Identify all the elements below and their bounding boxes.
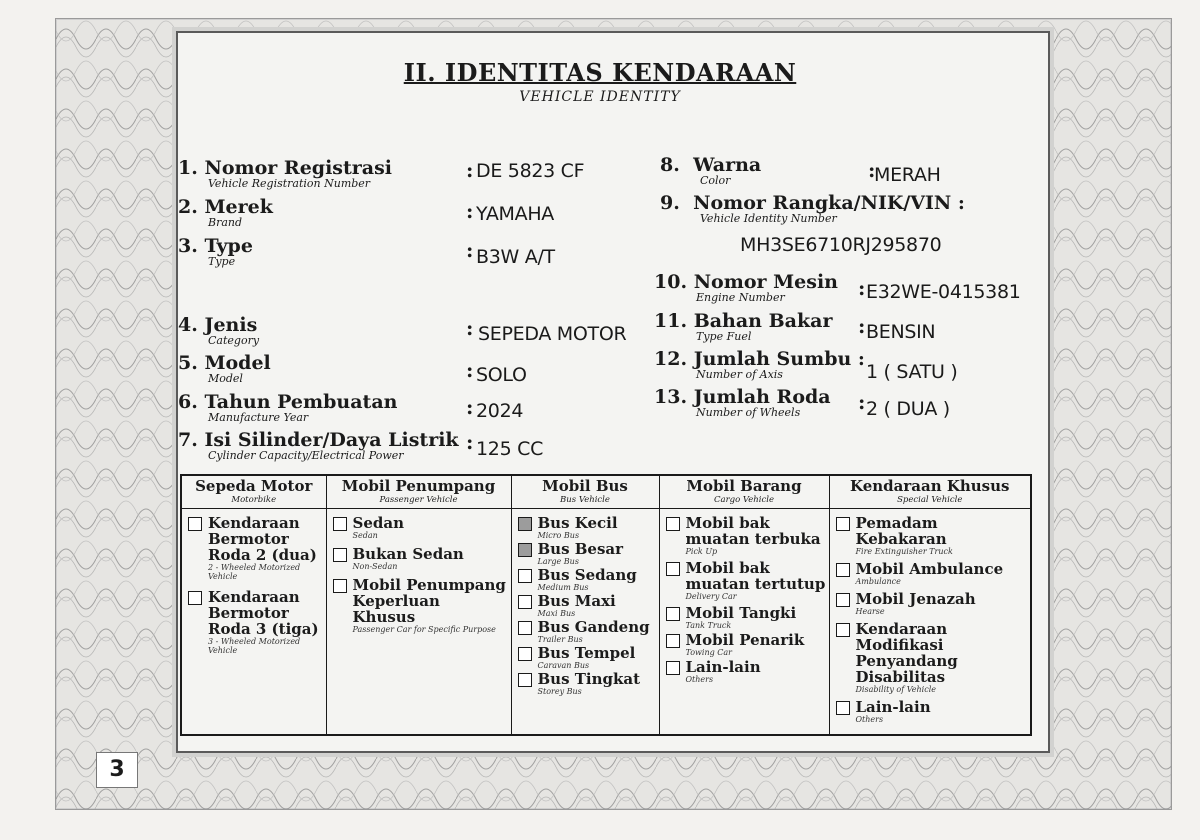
checkbox[interactable] <box>518 673 532 687</box>
value-fuel: BENSIN <box>866 321 936 343</box>
checkbox[interactable] <box>518 543 532 557</box>
value-cylinder: 125 CC <box>476 438 544 460</box>
checkbox[interactable] <box>836 563 850 577</box>
option-ambulance: Mobil Ambulance Ambulance <box>836 561 1028 586</box>
category-column-cargo <box>659 509 829 736</box>
option-3-wheeled: Kendaraan Bermotor Roda 3 (tiga) 3 - Wheeled Motorized Vehicle <box>188 589 323 655</box>
option-special-others: Lain-lain Others <box>836 699 1028 724</box>
colon: : <box>466 158 474 182</box>
value-vin: MH3SE6710RJ295870 <box>740 234 942 256</box>
option-maxi-bus: Bus Maxi Maxi Bus <box>518 593 656 618</box>
category-header-passenger: Mobil Penumpang Passenger Vehicle <box>326 475 511 509</box>
colon: : <box>466 395 474 419</box>
colon: : <box>466 358 474 382</box>
checkbox[interactable] <box>666 607 680 621</box>
option-storey-bus: Bus Tingkat Storey Bus <box>518 671 656 696</box>
category-header-bus: Mobil Bus Bus Vehicle <box>511 475 659 509</box>
category-column-motorbike <box>181 509 326 736</box>
option-cargo-others: Lain-lain Others <box>666 659 826 684</box>
colon: : <box>858 314 866 338</box>
category-column-passenger <box>326 509 511 736</box>
value-type: B3W A/T <box>476 246 555 268</box>
option-non-sedan: Bukan Sedan Non-Sedan <box>333 546 508 571</box>
page-subtitle: VEHICLE IDENTITY <box>519 89 681 105</box>
option-caravan-bus: Bus Tempel Caravan Bus <box>518 645 656 670</box>
value-registration: DE 5823 CF <box>476 160 585 182</box>
option-hearse: Mobil Jenazah Hearse <box>836 591 1028 616</box>
option-sedan: Sedan Sedan <box>333 515 508 540</box>
option-micro-bus: Bus Kecil Micro Bus <box>518 515 656 540</box>
checkbox[interactable] <box>666 517 680 531</box>
checkbox[interactable] <box>518 595 532 609</box>
category-column-special <box>829 509 1031 736</box>
value-manufacture-year: 2024 <box>476 400 524 422</box>
checkbox[interactable] <box>666 634 680 648</box>
option-trailer-bus: Bus Gandeng Trailer Bus <box>518 619 656 644</box>
colon: : <box>868 158 876 182</box>
field-label-cylinder: 7. Isi Silinder/Daya Listrik Cylinder Capacity/Electrical Power <box>178 429 459 462</box>
option-fire-truck: Pemadam Kebakaran Fire Extinguisher Truck <box>836 515 1028 556</box>
option-special-passenger: Mobil Penumpang Keperluan Khusus Passenger Car for Specific Purpose <box>333 577 508 634</box>
checkbox[interactable] <box>666 661 680 675</box>
checkbox[interactable] <box>666 562 680 576</box>
option-large-bus: Bus Besar Large Bus <box>518 541 656 566</box>
page-number: 3 <box>96 752 138 788</box>
checkbox[interactable] <box>518 647 532 661</box>
checkbox[interactable] <box>188 517 202 531</box>
field-label-category: 4. Jenis Category <box>178 314 260 347</box>
checkbox[interactable] <box>518 621 532 635</box>
checkbox[interactable] <box>188 591 202 605</box>
value-wheels: 2 ( DUA ) <box>866 398 950 420</box>
category-header-special: Kendaraan Khusus Special Vehicle <box>829 475 1031 509</box>
checkbox[interactable] <box>836 593 850 607</box>
category-header-motorbike: Sepeda Motor Motorbike <box>181 475 326 509</box>
field-label-registration: 1. Nomor Registrasi Vehicle Registration Number <box>178 157 393 190</box>
colon: : <box>466 430 474 454</box>
option-disability-vehicle: Kendaraan Modifikasi Penyandang Disabilitas Disability of Vehicle <box>836 621 1028 694</box>
checkbox[interactable] <box>333 517 347 531</box>
colon: : <box>858 390 866 414</box>
field-label-axis: 12. Jumlah Sumbu : Number of Axis <box>654 348 865 381</box>
field-label-fuel: 11. Bahan Bakar Type Fuel <box>654 310 833 343</box>
checkbox[interactable] <box>518 569 532 583</box>
option-medium-bus: Bus Sedang Medium Bus <box>518 567 656 592</box>
checkbox[interactable] <box>333 579 347 593</box>
option-pickup: Mobil bak muatan terbuka Pick Up <box>666 515 826 556</box>
category-header-cargo: Mobil Barang Cargo Vehicle <box>659 475 829 509</box>
colon: : <box>466 316 474 340</box>
value-category: SEPEDA MOTOR <box>478 323 627 345</box>
value-color: MERAH <box>874 164 941 186</box>
option-tank-truck: Mobil Tangki Tank Truck <box>666 605 826 630</box>
category-column-bus <box>511 509 659 736</box>
checkbox[interactable] <box>836 623 850 637</box>
value-model: SOLO <box>476 364 527 386</box>
option-towing-car: Mobil Penarik Towing Car <box>666 632 826 657</box>
colon: : <box>858 276 866 300</box>
vehicle-category-table <box>180 474 1032 736</box>
field-label-model: 5. Model Model <box>178 352 271 385</box>
value-engine-number: E32WE-0415381 <box>866 281 1021 303</box>
checkbox[interactable] <box>836 701 850 715</box>
field-label-manufacture-year: 6. Tahun Pembuatan Manufacture Year <box>178 391 398 424</box>
colon: : <box>466 199 474 223</box>
field-label-wheels: 13. Jumlah Roda Number of Wheels <box>654 386 831 419</box>
field-label-vin: 9. Nomor Rangka/NIK/VIN : Vehicle Identity Number <box>660 192 965 225</box>
option-delivery-car: Mobil bak muatan tertutup Delivery Car <box>666 560 826 601</box>
value-axis: 1 ( SATU ) <box>866 361 958 383</box>
option-2-wheeled: Kendaraan Bermotor Roda 2 (dua) 2 - Wheeled Motorized Vehicle <box>188 515 323 581</box>
field-label-color: 8. Warna Color <box>660 154 762 187</box>
checkbox[interactable] <box>518 517 532 531</box>
checkbox[interactable] <box>836 517 850 531</box>
checkbox[interactable] <box>333 548 347 562</box>
field-label-brand: 2. Merek Brand <box>178 196 273 229</box>
field-label-engine-number: 10. Nomor Mesin Engine Number <box>654 271 838 304</box>
colon: : <box>466 238 474 262</box>
page-title: II. IDENTITAS KENDARAAN <box>403 58 797 87</box>
value-brand: YAMAHA <box>476 203 555 225</box>
field-label-type: 3. Type Type <box>178 235 253 268</box>
header <box>0 58 1200 105</box>
